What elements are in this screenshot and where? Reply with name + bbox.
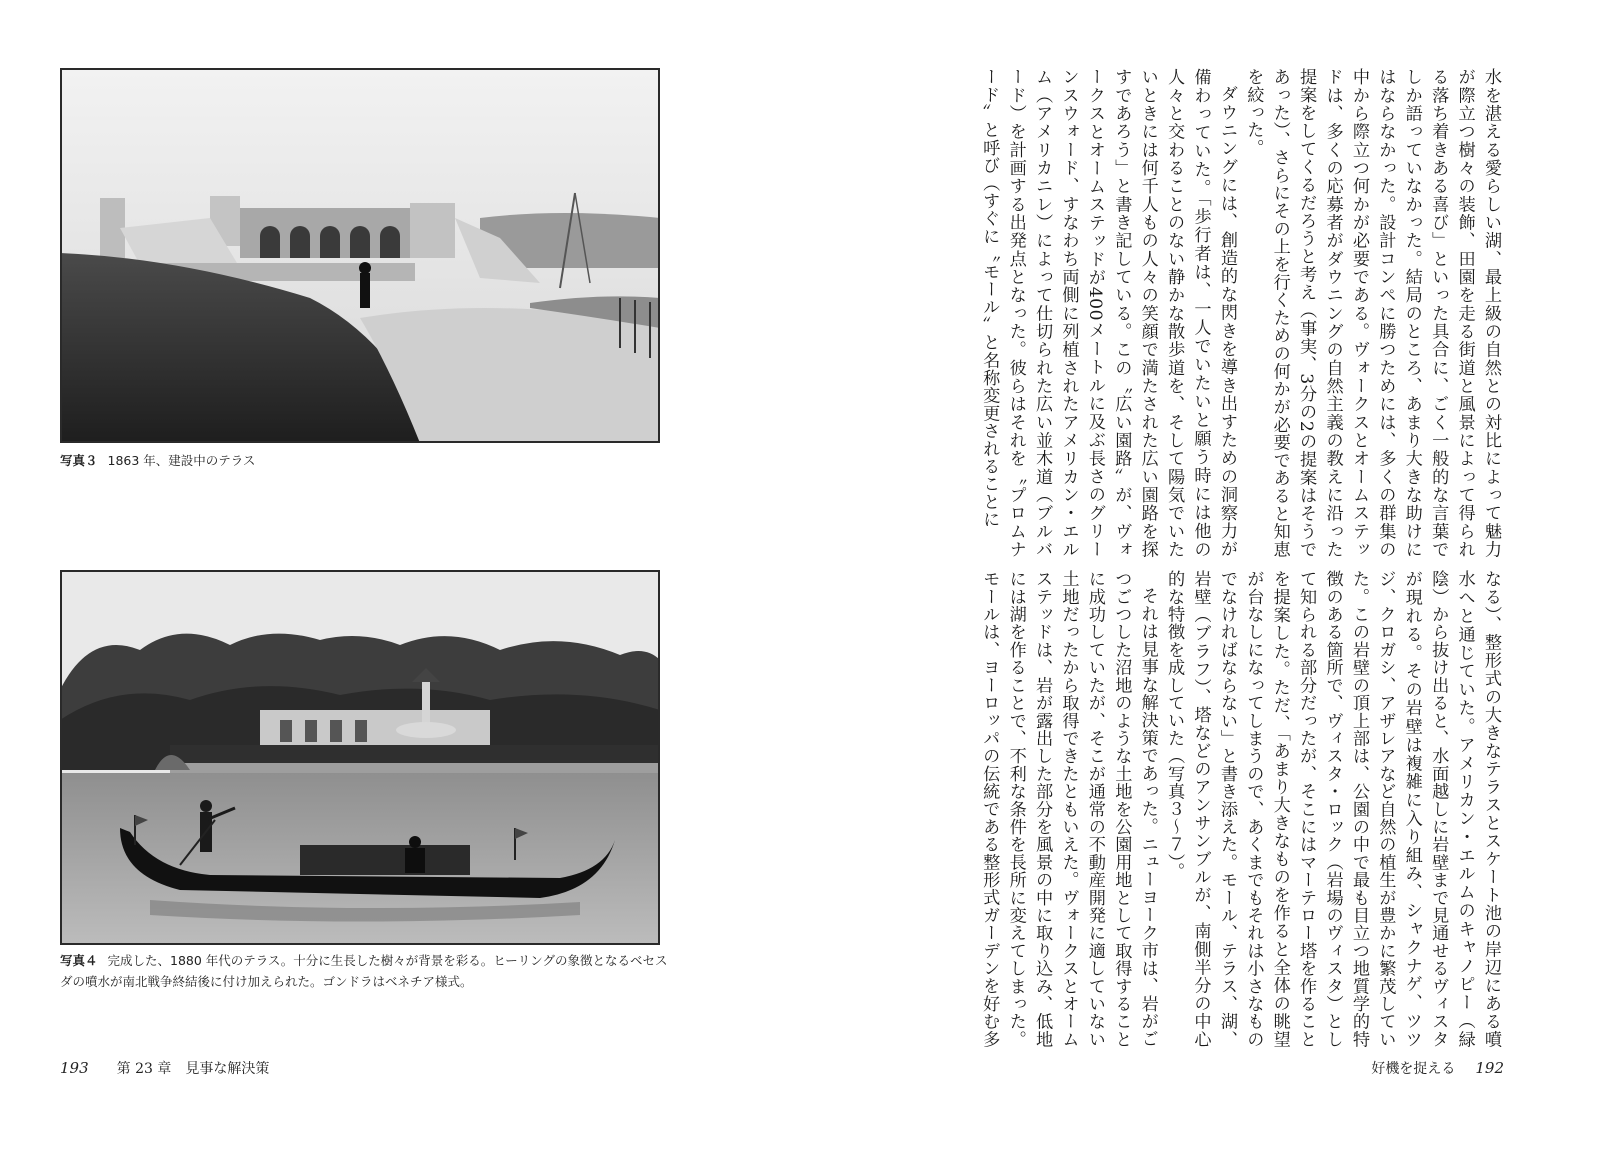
right-page-footer — [1371, 1058, 1504, 1078]
photo3-caption-text: 1863 年、建設中のテラス — [107, 453, 256, 468]
chapter-title: 第 23 章 見事な解決策 — [116, 1061, 270, 1077]
terrace-construction-image — [60, 68, 660, 443]
photo3-label: 写真３ — [60, 453, 98, 468]
running-title: 好機を捉える — [1371, 1061, 1456, 1077]
upper-paragraph-2: ダウニングには、創造的な閃きを導き出すための洞察力が備わっていた。「歩行者は、一人でいたいと願う時には他の人々と交わることのない静かな散歩道を、そして陽気でいたいときには何千人もの人々の笑顔で満たされた広い園路を探すであろう」と書き記している。この〝広い園路〟が、ヴォークスとオームステッドが400メートルに及ぶ長さのグリーンスウォード、すなわち両側に列植されたアメリカン・エルム（アメリカニレ）によって仕切られた広い並木道（ブルバード）を計画する出発点となった。彼らはそれを〝プロムナード〟と呼び（すぐに〝モール〟と名称変更されることに — [979, 68, 1237, 558]
photo-terrace-1880s — [60, 570, 660, 945]
left-page-number: 193 — [60, 1059, 89, 1077]
photo4-caption-text: 完成した、1880 年代のテラス。十分に生長した樹々が背景を彩る。ヒーリングの象徴となるベセスダの噴水が南北戦争終結後に付け加えられた。ゴンドラはベネチア様式。 — [60, 953, 668, 989]
body-text-upper-block — [904, 68, 1504, 558]
photo4-caption — [60, 950, 670, 992]
terrace-gondola-image — [60, 570, 660, 945]
right-page-number: 192 — [1475, 1059, 1504, 1077]
left-page-footer — [60, 1058, 269, 1078]
photo3-caption — [60, 450, 670, 471]
photo-terrace-construction — [60, 68, 660, 443]
upper-paragraph-1: 水を湛える愛らしい湖、最上級の自然との対比によって魅力が際立つ樹々の装飾、田園を走る街道と風景によって得られる落ち着きある喜び」といった具合に、ごく一般的な言葉でしか語っていなかった。結局のところ、あまり大きな助けにはならなかった。設計コンペに勝つためには、多くの群集の中から際立つ何かが必要である。ヴォークスとオームステッドは、多くの応募者がダウニングの自然主義の教えに沿った提案をしてくるだろうと考え（事実、3分の2の提案はそうであった）、さらにその上を行くための何かが必要であると知恵を絞った。 — [1243, 68, 1501, 558]
photo4-label: 写真４ — [60, 953, 98, 968]
body-text-lower-block — [904, 570, 1504, 1048]
lower-paragraph-1: なる）、整形式の大きなテラスとスケート池の岸辺にある噴水へと通じていた。アメリカン・エルムのキャノピー（緑陰）から抜け出ると、水面越しに岩壁まで見通せるヴィスタが現れる。その岩壁は複雑に入り組み、シャクナゲ、ツツジ、クロガシ、アザレアなど自然の植生が豊かに繁茂していた。この岩壁の頂上部は、公園の中で最も目立つ地質学的特徴のある箇所で、ヴィスタ・ロック（岩場のヴィスタ）として知られる部分だったが、そこにはマーテロー塔を作ることを提案した。ただ、「あまり大きなものを作ると全体の眺望が台なしになってしまうので、あくまでもそれは小さなものでなければならない」と書き添えた。モール、テラス、湖、岩壁（ブラフ）、塔などのアンサンブルが、南側半分の中心的な特徴を成していた（写真３〜７）。 — [1164, 570, 1501, 1048]
lower-paragraph-2: それは見事な解決策であった。ニューヨーク市は、岩がごつごつした沼地のような土地を公園用地として取得することに成功していたが、そこが通常の不動産開発に適していない土地だったから取得できたともいえた。ヴォークスとオームステッドは、岩が露出した部分を風景の中に取り込み、低地には湖を作ることで、不利な条件を長所に変えてしまった。モールは、ヨーロッパの伝統である整形式ガーデンを好む多 — [979, 570, 1158, 1048]
